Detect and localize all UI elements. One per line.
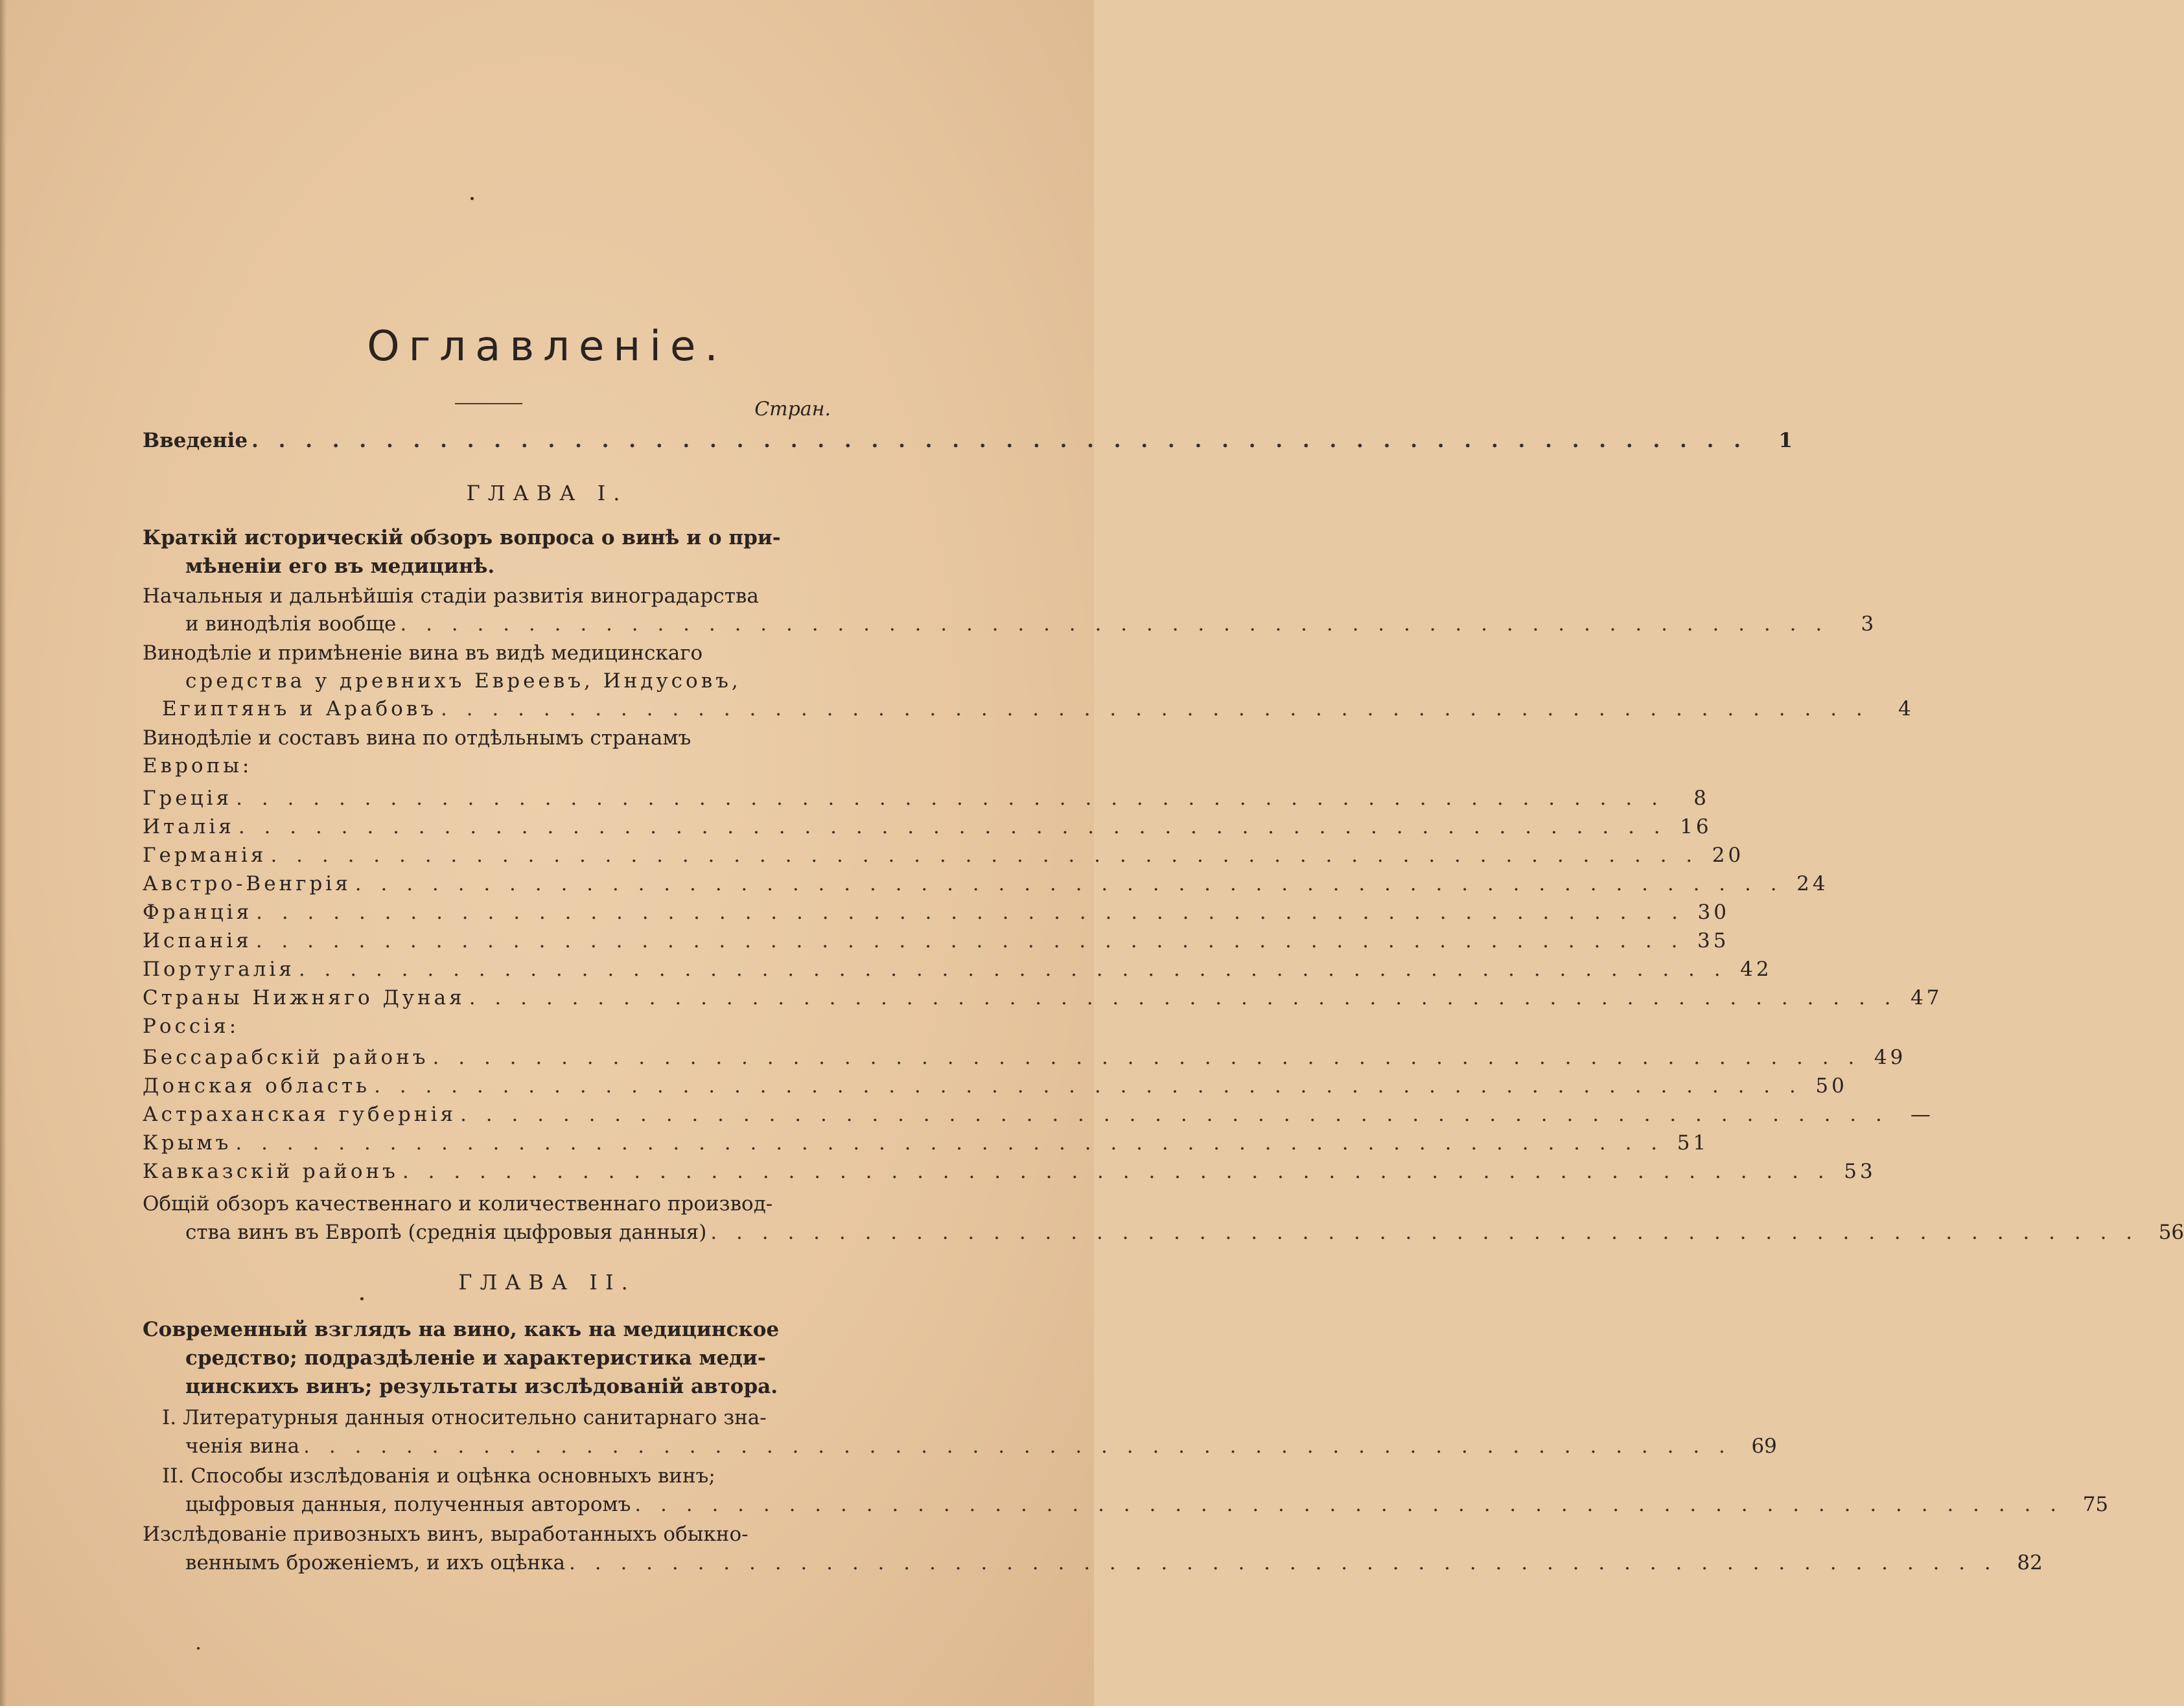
dot-leader: . . . . . . . . . . . . . . . . . . . . . . . . . . . . . . . . . . . . . . . . . . . . . . . . . . . . . . . .: [460, 1103, 1888, 1126]
toc-entry-text: Австро-Венгрія: [143, 872, 351, 895]
toc-page-number: 24: [1796, 872, 1829, 895]
toc-entry-country: [143, 898, 1730, 927]
section-heading-line: Винодѣліе и составъ вина по отдѣльнымъ странамъ: [143, 726, 691, 750]
toc-entry: [185, 1218, 2184, 1247]
toc-page-number: 8: [1693, 787, 1710, 810]
toc-page-number: 20: [1712, 844, 1745, 867]
toc-entry-line: Начальныя и дальнѣйшія стадіи развитія виноградарства: [143, 584, 759, 608]
dot-leader: . . . . . . . . . . . . . . . . . . . . . . . . . . . . . . . . . . . . . . . . . . . . . . . . . . . . . . . .: [251, 429, 1748, 452]
toc-entry-country: [143, 984, 1943, 1012]
chapter-title-line: Краткій историческій обзоръ вопроса о винѣ и о при-: [143, 526, 781, 549]
toc-page-number: 35: [1697, 929, 1730, 952]
dot-leader: . . . . . . . . . . . . . . . . . . . . . . . . . . . . . . . . . . . . . . . . . . . . . . . . . . . . . . . .: [303, 1435, 1732, 1458]
toc-entry-country: [143, 927, 1730, 955]
toc-page-number: 4: [1898, 697, 1914, 720]
toc-entry-text: Кавказскій районъ: [143, 1160, 399, 1183]
toc-page-number: 42: [1740, 958, 1772, 981]
toc-page-number: 3: [1861, 612, 1874, 636]
toc-entry: [162, 695, 1914, 723]
dot-leader: . . . . . . . . . . . . . . . . . . . . . . . . . . . . . . . . . . . . . . . . . . . . . . . . . . . . . . . .: [235, 1131, 1664, 1155]
toc-entry-line: Винодѣліе и примѣненіе вина въ видѣ медицинскаго: [143, 641, 703, 665]
toc-entry-country: [143, 841, 1745, 870]
toc-entry-text: Португалія: [143, 958, 295, 981]
dot-leader: . . . . . . . . . . . . . . . . . . . . . . . . . . . . . . . . . . . . . . . . . . . . . . . . . . . . . . . .: [569, 1551, 1997, 1574]
toc-entry: [185, 610, 1874, 638]
toc-entry-line: Изслѣдованіе привозныхъ винъ, выработанныхъ обыкно-: [143, 1523, 749, 1546]
toc-entry-text: цыфровыя данныя, полученныя авторомъ: [185, 1493, 631, 1516]
toc-entry-text: Египтянъ и Арабовъ: [162, 697, 437, 720]
dot-leader: . . . . . . . . . . . . . . . . . . . . . . . . . . . . . . . . . . . . . . . . . . . . . . . . . . . . . . . .: [440, 697, 1869, 720]
toc-page-number: 51: [1677, 1131, 1710, 1155]
dot-leader: . . . . . . . . . . . . . . . . . . . . . . . . . . . . . . . . . . . . . . . . . . . . . . . . . . . . . . . .: [374, 1074, 1802, 1098]
toc-entry-region: [143, 1129, 1710, 1157]
chapter-heading: ГЛАВА I.: [466, 481, 628, 505]
paper-speck: [360, 1297, 364, 1300]
toc-entry-text: Астраханская губернія: [143, 1103, 457, 1126]
toc-page-number: 69: [1751, 1435, 1777, 1458]
dot-leader: . . . . . . . . . . . . . . . . . . . . . . . . . . . . . . . . . . . . . . . . . . . . . . . . . . . . . . . .: [255, 929, 1684, 952]
paper-speck: [470, 197, 474, 200]
toc-entry-line: Общій обзоръ качественнаго и количественнаго производ-: [143, 1192, 773, 1216]
page-column-label: Стран.: [754, 398, 831, 421]
toc-entry-country: [143, 784, 1710, 813]
toc-entry-text: Италія: [143, 815, 235, 838]
toc-page-number: 47: [1911, 986, 1943, 1009]
toc-entry-text: Донская область: [143, 1074, 371, 1098]
toc-entry-line: I. Литературныя данныя относительно санитарнаго зна-: [162, 1406, 767, 1429]
dot-leader: . . . . . . . . . . . . . . . . . . . . . . . . . . . . . . . . . . . . . . . . . . . . . . . . . . . . . . . .: [469, 986, 1898, 1009]
dot-leader: . . . . . . . . . . . . . . . . . . . . . . . . . . . . . . . . . . . . . . . . . . . . . . . . . . . . . . . .: [402, 1160, 1831, 1183]
toc-entry-region: [143, 1100, 1934, 1129]
toc-entry-line: II. Способы изслѣдованія и оцѣнка основныхъ винъ;: [162, 1464, 715, 1488]
toc-page-number: 75: [2082, 1493, 2109, 1516]
dot-leader: . . . . . . . . . . . . . . . . . . . . . . . . . . . . . . . . . . . . . . . . . . . . . . . . . . . . . . . .: [236, 787, 1664, 810]
dot-leader: . . . . . . . . . . . . . . . . . . . . . . . . . . . . . . . . . . . . . . . . . . . . . . . . . . . . . . . .: [400, 612, 1829, 636]
toc-entry-region: [143, 1043, 1907, 1072]
section-heading-line: Европы:: [143, 754, 253, 778]
toc-page-number: 53: [1844, 1160, 1876, 1183]
toc-entry-text: веннымъ броженіемъ, и ихъ оцѣнка: [185, 1551, 566, 1574]
toc-page-number: 56: [2158, 1221, 2184, 1244]
section-heading-line: Россія:: [143, 1015, 240, 1038]
toc-entry-country: [143, 870, 1829, 898]
toc-page-number: 16: [1680, 815, 1712, 838]
toc-entry-text: Крымъ: [143, 1131, 232, 1155]
chapter-title-line: Современный взглядъ на вино, какъ на медицинское: [143, 1318, 780, 1341]
toc-page-number: 82: [2017, 1551, 2043, 1574]
toc-entry-text: ченія вина: [185, 1435, 300, 1458]
toc-entry-region: [143, 1072, 1848, 1100]
paper-speck: [197, 1647, 200, 1650]
toc-entry: [185, 1490, 2109, 1519]
toc-entry: [185, 1432, 1777, 1460]
chapter-title-line: мѣненіи его въ медицинѣ.: [185, 555, 495, 578]
toc-entry-text: и винодѣлія вообще: [185, 612, 397, 636]
toc-page-number: 1: [1778, 429, 1793, 452]
chapter-title-line: цинскихъ винъ; результаты изслѣдованій автора.: [185, 1375, 778, 1398]
toc-page-number: —: [1910, 1103, 1934, 1126]
toc-entry-country: [143, 955, 1772, 984]
toc-entry-text: Бессарабскій районъ: [143, 1046, 429, 1069]
toc-page-number: 49: [1874, 1046, 1907, 1069]
toc-entry-text: Греція: [143, 787, 233, 810]
dot-leader: . . . . . . . . . . . . . . . . . . . . . . . . . . . . . . . . . . . . . . . . . . . . . . . . . . . . . . . .: [432, 1046, 1861, 1069]
dot-leader: . . . . . . . . . . . . . . . . . . . . . . . . . . . . . . . . . . . . . . . . . . . . . . . . . . . . . . . .: [298, 958, 1727, 981]
toc-entry-text: Испанія: [143, 929, 252, 952]
dot-leader: . . . . . . . . . . . . . . . . . . . . . . . . . . . . . . . . . . . . . . . . . . . . . . . . . . . . . . . .: [354, 872, 1783, 895]
page-title: Оглавленіе.: [367, 323, 727, 371]
toc-entry-text: Франція: [143, 901, 253, 924]
toc-entry-region: [143, 1157, 1876, 1186]
toc-page-number: 30: [1697, 901, 1730, 924]
dot-leader: . . . . . . . . . . . . . . . . . . . . . . . . . . . . . . . . . . . . . . . . . . . . . . . . . . . . . . . .: [270, 844, 1699, 867]
dot-leader: . . . . . . . . . . . . . . . . . . . . . . . . . . . . . . . . . . . . . . . . . . . . . . . . . . . . . . . .: [710, 1221, 2139, 1244]
toc-entry-text: Введеніе: [143, 429, 248, 452]
toc-entry-text: ства винъ въ Европѣ (среднія цыфровыя данныя): [185, 1221, 707, 1244]
toc-entry-text: Германія: [143, 844, 267, 867]
toc-page-number: 50: [1815, 1074, 1848, 1098]
toc-entry-text: Страны Нижняго Дуная: [143, 986, 465, 1009]
chapter-heading: ГЛАВА II.: [458, 1270, 636, 1295]
toc-entry-country: [143, 813, 1712, 841]
chapter-title-line: средство; подраздѣленіе и характеристика меди-: [185, 1346, 766, 1370]
dot-leader: . . . . . . . . . . . . . . . . . . . . . . . . . . . . . . . . . . . . . . . . . . . . . . . . . . . . . . . .: [634, 1493, 2063, 1516]
toc-entry: [185, 1549, 2043, 1577]
toc-entry-intro: [143, 426, 1793, 455]
toc-entry-line: средства у древнихъ Евреевъ, Индусовъ,: [185, 669, 741, 693]
dot-leader: . . . . . . . . . . . . . . . . . . . . . . . . . . . . . . . . . . . . . . . . . . . . . . . . . . . . . . . .: [238, 815, 1667, 838]
dot-leader: . . . . . . . . . . . . . . . . . . . . . . . . . . . . . . . . . . . . . . . . . . . . . . . . . . . . . . . .: [256, 901, 1684, 924]
